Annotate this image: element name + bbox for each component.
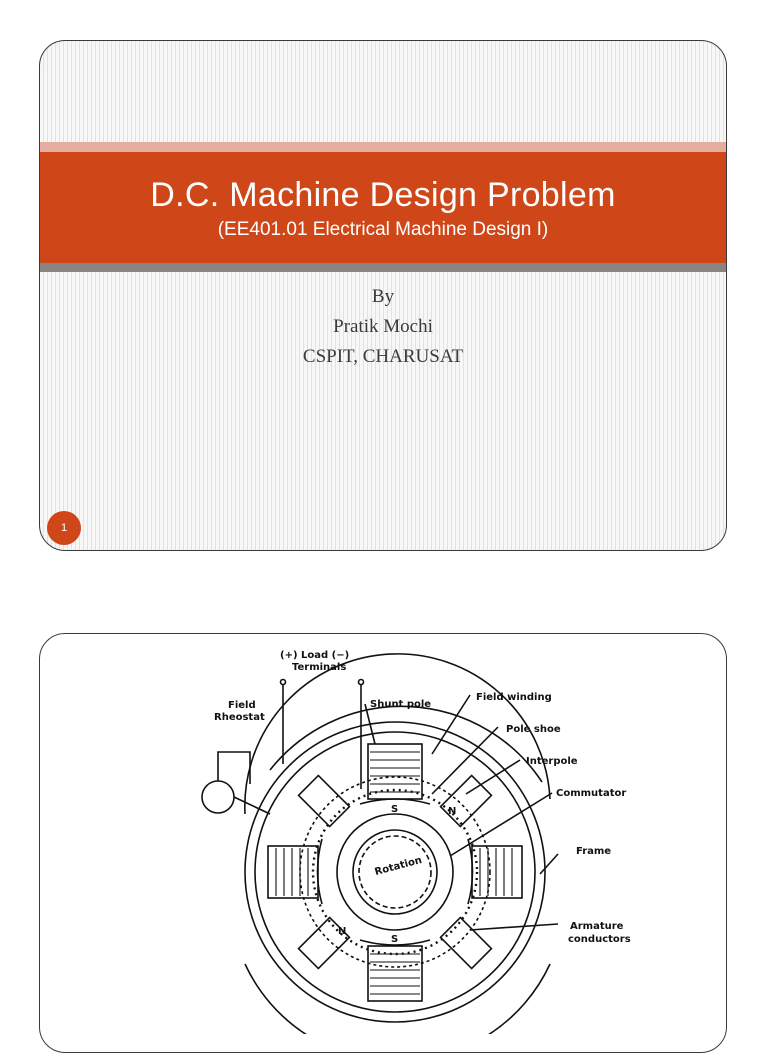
title-slide: [39, 40, 727, 551]
armature-conductors-label: Armature: [570, 921, 624, 932]
commutator-label: Commutator: [556, 788, 627, 799]
band-bottom-stripe: [40, 263, 726, 272]
diagram-slide: [39, 633, 727, 1053]
pole-n-left: N: [338, 926, 347, 937]
load-terminals-label-2: Terminals: [292, 662, 347, 673]
field-rheostat-label: Field: [228, 700, 256, 711]
slide-title: D.C. Machine Design Problem: [150, 176, 616, 214]
pole-n-right: N: [448, 806, 457, 817]
slide-subtitle: (EE401.01 Electrical Machine Design I): [217, 219, 549, 240]
pole-shoe-label: Pole shoe: [506, 724, 561, 735]
shunt-pole-left: [268, 839, 322, 904]
field-winding-label: Field winding: [476, 692, 552, 703]
frame-label: Frame: [576, 846, 612, 857]
shunt-pole-label: Shunt pole: [370, 699, 432, 710]
pole-s-top: S: [391, 804, 399, 815]
title-banner: [40, 152, 726, 263]
author-block: [40, 282, 726, 372]
field-rheostat-label-2: Rheostat: [214, 712, 265, 723]
armature-conductors-label-2: conductors: [568, 934, 631, 945]
by-label: By: [371, 286, 395, 307]
author-name: Pratik Mochi: [333, 316, 433, 337]
title-band: [40, 142, 726, 272]
page-number-badge: 1: [47, 511, 81, 545]
pole-s-bottom: S: [391, 934, 399, 945]
institution-name: CSPIT, CHARUSAT: [302, 346, 464, 367]
rotation-label: Rotation: [373, 854, 424, 879]
load-terminals-label: (+) Load (−): [280, 650, 350, 661]
interpole-label: Interpole: [526, 756, 578, 767]
dc-machine-diagram: [170, 634, 640, 1034]
shunt-pole-right: [468, 839, 522, 904]
band-top-stripe: [40, 142, 726, 152]
